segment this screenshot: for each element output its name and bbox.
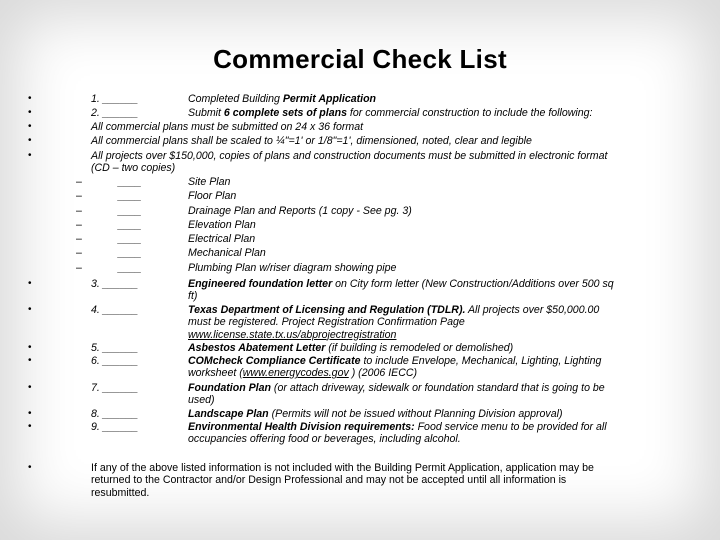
dash: – — [76, 262, 82, 274]
item-text: If any of the above listed information is not included with the Building Permit Application, application may be returned to the Contractor and/or Design Professional and may not be accepted until all information is resubmitted. — [91, 462, 594, 499]
item-description: Asbestos Abatement Letter (if building is remodeled or demolished) — [188, 342, 514, 354]
bullet: • — [28, 408, 32, 419]
dash: – — [76, 205, 82, 217]
tdlr-link[interactable]: www.license.state.tx.us/abprojectregistration — [188, 328, 397, 341]
blank-line: ____ — [118, 247, 142, 259]
bullet: • — [28, 382, 32, 393]
bullet: • — [28, 421, 32, 432]
item-description: Engineered foundation letter on City form letter (New Construction/Additions over 500 sq ft) — [188, 278, 614, 303]
sub-item-label: Drainage Plan and Reports (1 copy - See pg. 3) — [188, 205, 412, 217]
bullet: • — [28, 135, 32, 146]
item-text: All projects over $150,000, copies of plans and construction documents must be submitted in electronic format (CD – two copies) — [91, 150, 608, 175]
bullet: • — [28, 121, 32, 132]
bullet: • — [28, 107, 32, 118]
item-number: 6. ______ — [91, 355, 139, 367]
item-description: Environmental Health Division requirements: Food service menu to be provided for all occupancies offering food or beverages, including alcohol. — [188, 421, 607, 446]
sub-item-label: Mechanical Plan — [188, 247, 266, 259]
energycodes-link[interactable]: www.energycodes.gov — [242, 367, 349, 380]
item-number: 5. ______ — [91, 342, 139, 354]
item-description: Completed Building Permit Application — [188, 93, 377, 105]
item-text: All commercial plans must be submitted on 24 x 36 format — [91, 121, 364, 133]
page-title: Commercial Check List — [213, 44, 507, 74]
bullet: • — [28, 93, 32, 104]
blank-line: ____ — [118, 205, 142, 217]
blank-line: ____ — [118, 262, 142, 274]
item-description: Texas Department of Licensing and Regulation (TDLR). All projects over $50,000.00 must be registered. Project Registration Confirmation Page www.license.state.tx.us/abprojectregistration — [188, 304, 600, 341]
item-description: Foundation Plan (or attach driveway, sidewalk or foundation standard that is going to be used) — [188, 382, 605, 407]
item-number: 1. ______ — [91, 93, 139, 105]
item-number: 4. ______ — [91, 304, 139, 316]
blank-line: ____ — [118, 219, 142, 231]
item-number: 3. ______ — [91, 278, 139, 290]
item-text: All commercial plans shall be scaled to ¼"=1' or 1/8"=1', dimensioned, noted, clear and legible — [91, 135, 532, 147]
sub-item-label: Plumbing Plan w/riser diagram showing pipe — [188, 262, 397, 274]
blank-line: ____ — [118, 233, 142, 245]
item-description: COMcheck Compliance Certificate to include Envelope, Mechanical, Lighting, Lighting worksheet (www.energycodes.gov ) (2006 IECC) — [188, 355, 602, 380]
item-number: 2. ______ — [91, 107, 139, 119]
bullet: • — [28, 462, 32, 473]
bullet: • — [28, 355, 32, 366]
bullet: • — [28, 342, 32, 353]
sub-item-label: Elevation Plan — [188, 219, 256, 231]
item-description: Landscape Plan (Permits will not be issued without Planning Division approval) — [188, 408, 563, 420]
dash: – — [76, 190, 82, 202]
bullet: • — [28, 150, 32, 161]
item-number: 9. ______ — [91, 421, 139, 433]
item-number: 8. ______ — [91, 408, 139, 420]
blank-line: ____ — [118, 176, 142, 188]
dash: – — [76, 219, 82, 231]
item-number: 7. ______ — [91, 382, 139, 394]
dash: – — [76, 176, 82, 188]
sub-item-label: Electrical Plan — [188, 233, 256, 245]
bullet: • — [28, 304, 32, 315]
dash: – — [76, 247, 82, 259]
item-description: Submit 6 complete sets of plans for commercial construction to include the following: — [188, 107, 593, 119]
dash: – — [76, 233, 82, 245]
blank-line: ____ — [118, 190, 142, 202]
sub-item-label: Site Plan — [188, 176, 231, 188]
sub-item-label: Floor Plan — [188, 190, 237, 202]
bullet: • — [28, 278, 32, 289]
